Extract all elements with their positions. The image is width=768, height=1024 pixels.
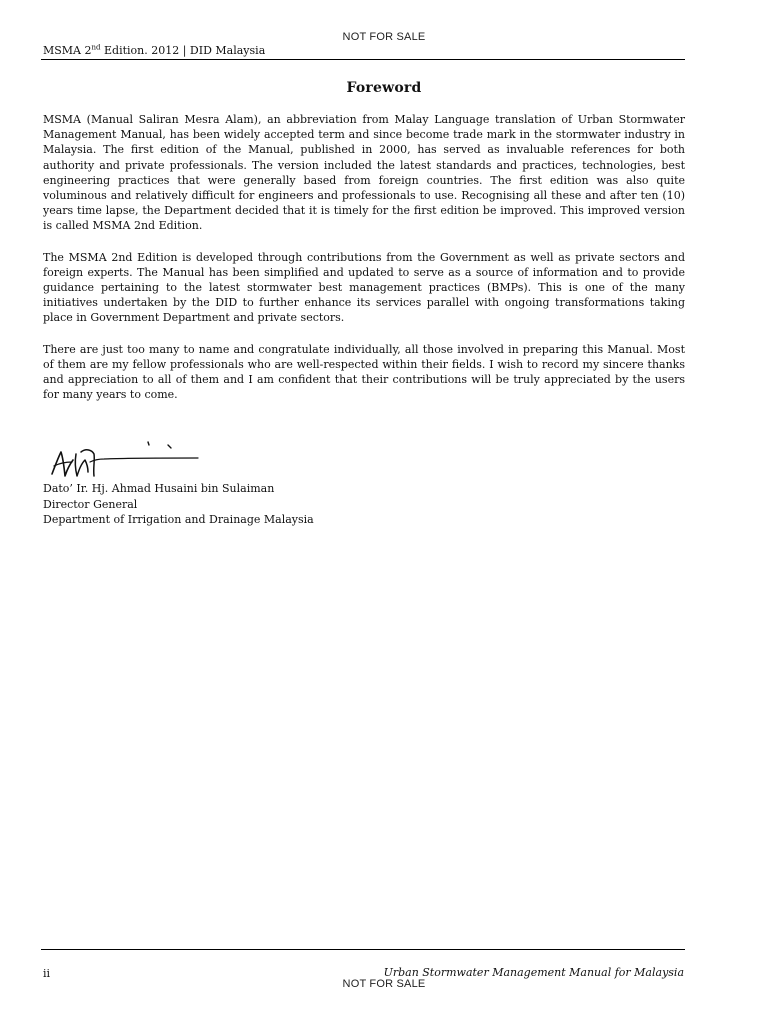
header-superscript: nd — [91, 43, 101, 52]
signatory-name: Dato’ Ir. Hj. Ahmad Husaini bin Sulaiman — [43, 482, 275, 495]
watermark-bottom: NOT FOR SALE — [342, 978, 426, 990]
paragraph-3: There are just too many to name and congratulate individually, all those involved in preparing this Manual. Most of them are my fellow professionals who are well-respected within their fields. I wish to record my sincere thanks and appreciation to all of them and I am confident that their contributions will be truly appreciated by the users for many years to come. — [43, 342, 685, 402]
page-number: ii — [43, 967, 51, 980]
paragraph-2: The MSMA 2nd Edition is developed through contributions from the Government as well as private sectors and foreign experts. The Manual has been simplified and updated to serve as a source of information and to provide guidance pertaining to the latest stormwater best management practices (BMPs). This is one of the many initiatives undertaken by the DID to further enhance its services parallel with ongoing transformations taking place in Government Department and private sectors. — [43, 250, 685, 325]
signatory-block — [43, 481, 314, 528]
footer-rule — [41, 949, 685, 950]
signature-image — [48, 436, 208, 484]
paragraph-1: MSMA (Manual Saliran Mesra Alam), an abbreviation from Malay Language translation of Urban Stormwater Management Manual, has been widely accepted term and since become trade mark in the stormwater industry in Malaysia. The first edition of the Manual, published in 2000, has served as invaluable references for both authority and private professionals. The version included the latest standards and practices, technologies, best engineering practices that were generally based from foreign countries. The first edition was also quite voluminous and relatively difficult for engineers and professionals to use. Recognising all these and after ten (10) years time lapse, the Department decided that it is timely for the first edition be improved. This improved version is called MSMA 2nd Edition. — [43, 113, 685, 233]
watermark-top: NOT FOR SALE — [342, 31, 426, 43]
running-header — [43, 44, 685, 60]
page-title: Foreword — [346, 80, 422, 96]
signatory-department: Department of Irrigation and Drainage Malaysia — [43, 513, 314, 526]
footer-manual-title: Urban Stormwater Management Manual for Malaysia — [383, 966, 684, 979]
header-rule — [41, 59, 685, 60]
foreword-body — [43, 112, 685, 418]
signatory-position: Director General — [43, 497, 138, 511]
header-suffix: Edition. 2012 | DID Malaysia — [100, 44, 266, 57]
header-prefix: MSMA 2 — [43, 44, 92, 57]
